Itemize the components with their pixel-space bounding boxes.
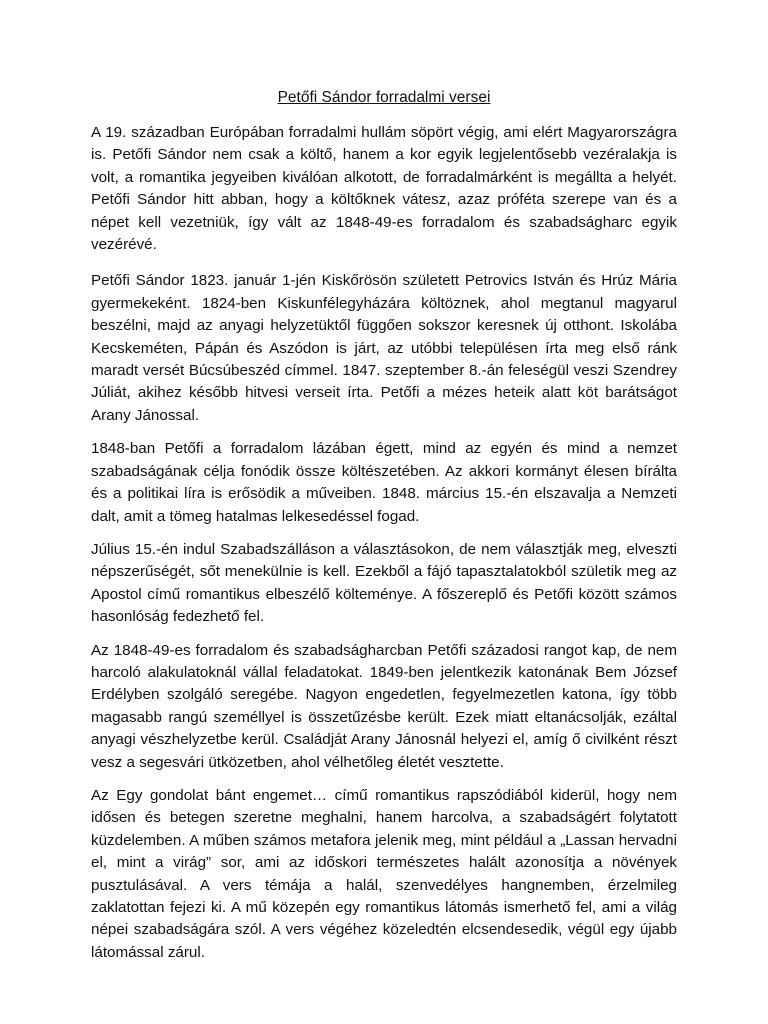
paragraph-egy-gondolat: Az Egy gondolat bánt engemet… című romantikus rapszódiából kiderül, hogy nem idősen és betegen szeretne meghalni, hanem harcolva, a szabadságért folytatott küzdelemben. A műben számos metafora jelenik meg, mint például a „Lassan hervadni el, mint a virág” sor, ami az időskori természetes halált azonosítja a növények pusztulásával. A vers témája a halál, szenvedélyes hangnemben, érzelmileg zaklatottan fejezi ki. A mű közepén egy romantikus látomás ismerhető fel, ami a világ népei szabadságára szól. A vers végéhez közeledtén elcsendesedik, végül egy újabb látomással zárul.: [91, 786, 677, 961]
paragraph-revolution-1848: 1848-ban Petőfi a forradalom lázában égett, mind az egyén és mind a nemzet szabadságának célja fonódik össze költészetében. Az akkori kormányt élesen bírálta és a politikai líra is erősödik a műveiben. 1848. március 15.-én elszavalja a Nemzeti dalt, amit a tömeg hatalmas lelkesedéssel fogad.: [91, 440, 677, 525]
paragraph-war-of-independence: Az 1848-49-es forradalom és szabadságharcban Petőfi századosi rangot kap, de nem harcoló alakulatoknál vállal feladatokat. 1849-ben jelentkezik katonának Bem József Erdélyben szolgáló seregébe. Nagyon engedetlen, fegyelmezetlen katona, így több magasabb rangú személlyel is összetűzésbe került. Ezek miatt eltanácsolják, ezáltal anyagi vészhelyzetbe kerül. Családját Arany Jánosnál helyezi el, amíg ő civilként részt vesz a segesvári ütközetben, ahol vélhetőleg életét vesztette.: [91, 641, 677, 771]
paragraph-intro: A 19. században Európában forradalmi hullám söpört végig, ami elért Magyarországra is. Petőfi Sándor nem csak a költő, hanem a kor egyik legjelentősebb vezéralakja is volt, a romantika jegyeiben kiválóan alkotott, de forradalmárként is megállta a helyét. Petőfi Sándor hitt abban, hogy a költőknek vátesz, azaz próféta szerepe van és a népet kell vezetniük, így vált az 1848-49-es forradalom és szabadságharc egyik vezérévé.: [91, 124, 677, 254]
paragraph-biography: Petőfi Sándor 1823. január 1-jén Kiskőrösön született Petrovics István és Hrúz Mária gyermekeként. 1824-ben Kiskunfélegyházára költöznek, ahol megtanul magyarul beszélni, majd az anyagi helyzetüktől függően sokszor keresnek új otthont. Iskolába Kecskeméten, Pápán és Aszódon is járt, az utóbbi településen írta meg első ránk maradt versét Búcsúbeszéd címmel. 1847. szeptember 8.-án feleségül veszi Szendrey Júliát, akihez később hitvesi verseit írta. Petőfi a mézes heteik alatt köt barátságot Arany Jánossal.: [91, 272, 677, 424]
paragraph-election: Július 15.-én indul Szabadszálláson a választásokon, de nem választják meg, elveszti népszerűségét, sőt menekülnie is kell. Ezekből a fájó tapasztalatokból születik meg az Apostol című romantikus elbeszélő költeménye. A főszereplő és Petőfi között számos hasonlóság fedezhető fel.: [91, 540, 677, 626]
document-title: Petőfi Sándor forradalmi versei: [277, 89, 491, 106]
